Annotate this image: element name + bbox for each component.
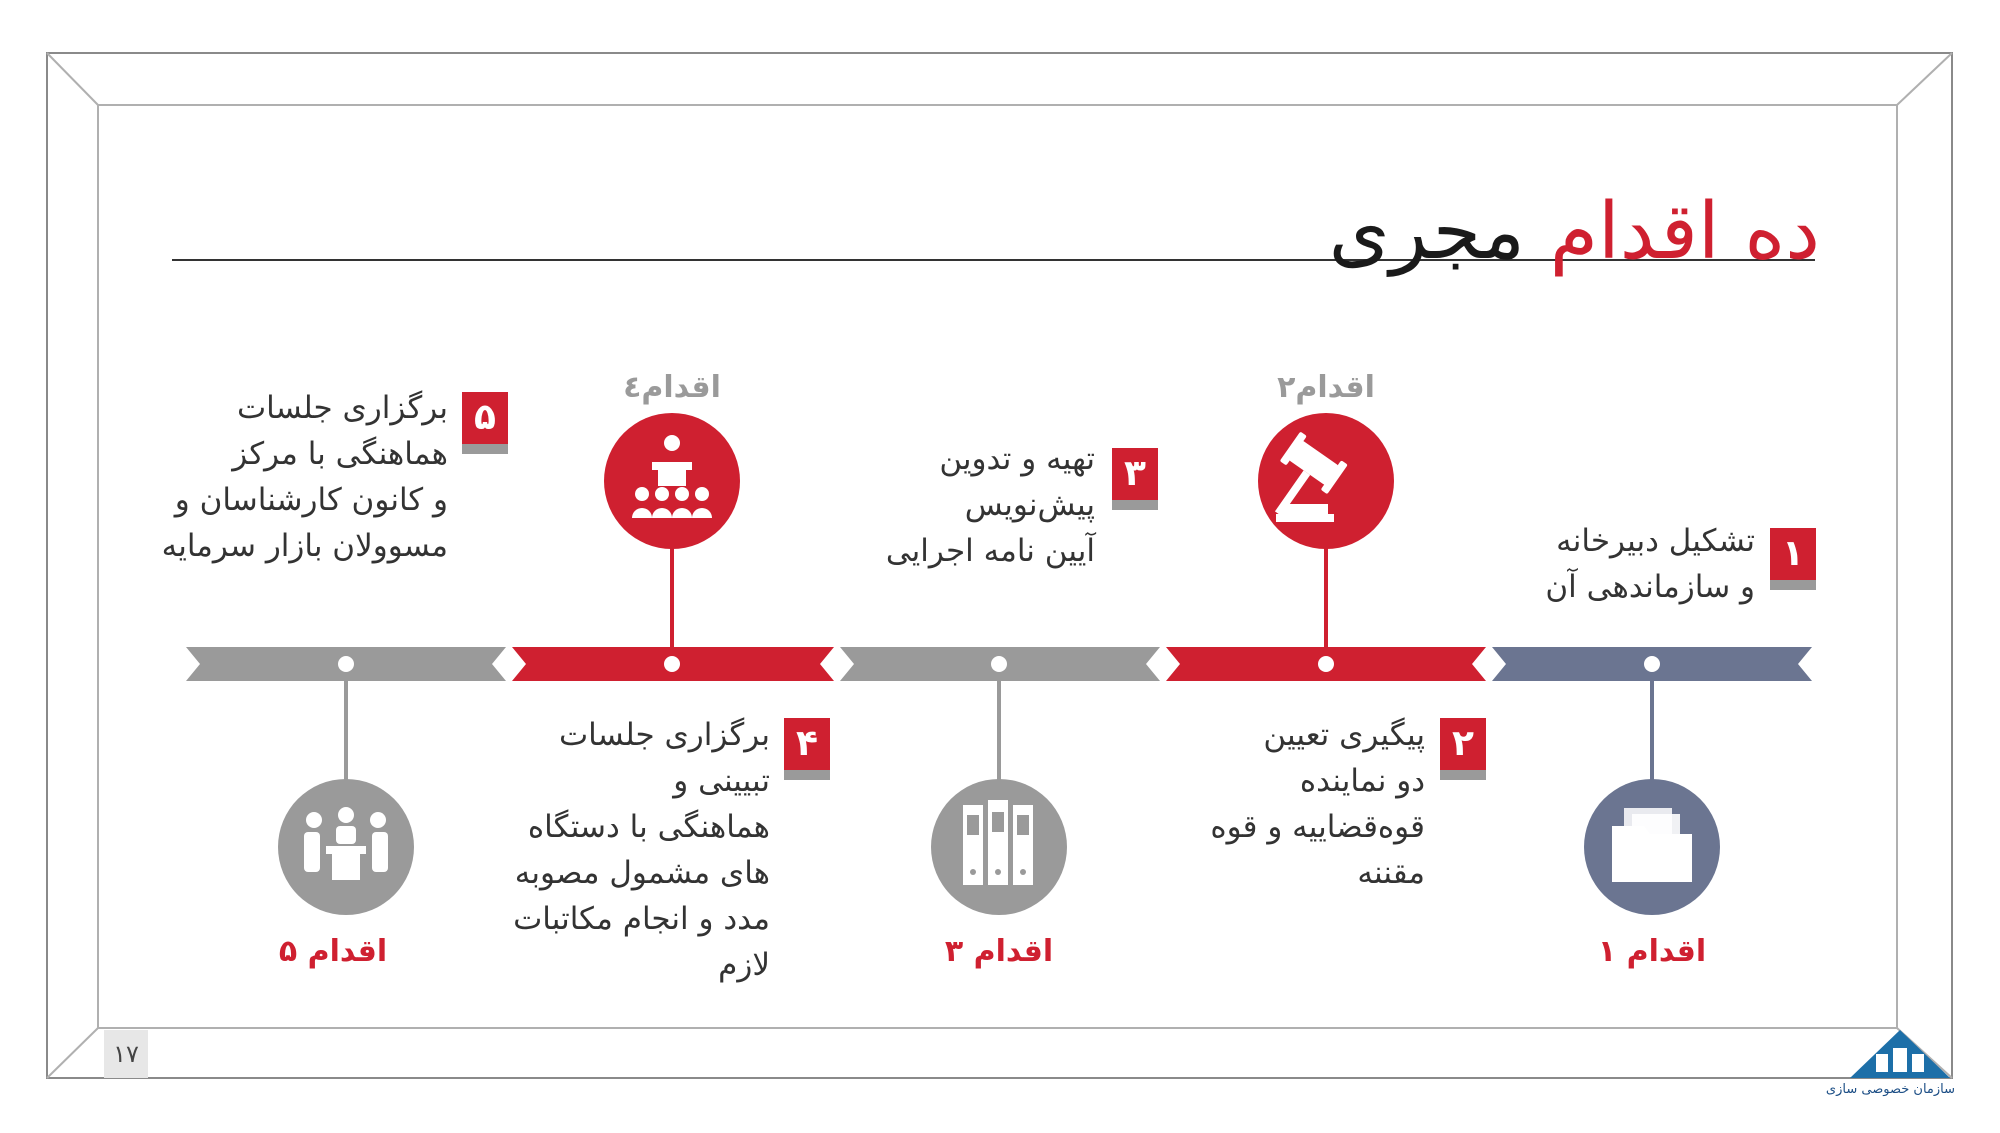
step-2-text-line: پیگیری تعیین <box>1263 717 1425 753</box>
step-3-number: ٣ <box>1112 448 1158 510</box>
step-3-text <box>790 436 1095 574</box>
timeline-dot-5 <box>338 656 354 672</box>
timeline-dot-4 <box>664 656 680 672</box>
step-5-text-line: برگزاری جلسات <box>236 390 448 426</box>
step-3-text-line: تهیه و تدوین <box>939 441 1095 477</box>
step-5-text-line: و کانون کارشناسان و <box>174 482 448 518</box>
step-2-text-line: مقننه <box>1357 855 1425 891</box>
meeting-table-icon <box>278 779 414 915</box>
step-2-text-line: دو نماینده <box>1299 763 1425 799</box>
step-4-label: اقدام٤ <box>623 370 721 405</box>
step-1-text-line: تشکیل دبیرخانه <box>1556 523 1755 559</box>
step-4-number: ۴ <box>784 718 830 780</box>
step-1-text <box>1445 518 1755 610</box>
step-3-label: اقدام ٣ <box>944 934 1054 969</box>
step-5-label: اقدام ۵ <box>278 934 388 969</box>
title-red: ده اقدام <box>1549 187 1820 277</box>
step-1-number: ١ <box>1770 528 1816 590</box>
step-2-label: اقدام٢ <box>1277 370 1375 405</box>
step-4-text-line: هماهنگی با دستگاه <box>527 809 770 845</box>
step-5-number: ۵ <box>462 392 508 454</box>
step-1-text-line: و سازماندهی آن <box>1545 569 1755 605</box>
step-4-text-line: برگزاری جلسات <box>558 717 770 753</box>
step-4-text <box>440 712 770 988</box>
step-2-text <box>1120 712 1425 896</box>
title-black: مجری <box>1328 187 1525 277</box>
timeline-dot-1 <box>1644 656 1660 672</box>
step-4-text-line: تبیینی و <box>673 763 770 799</box>
gavel-icon <box>1254 413 1394 549</box>
step-5-text-line: هماهنگی با مرکز <box>232 436 448 472</box>
step-4-text-line: مدد و انجام مکاتبات <box>513 901 770 937</box>
speaker-audience-icon <box>604 413 740 549</box>
step-4-text-line: های مشمول مصوبه <box>514 855 770 891</box>
step-2-text-line: قوه‌قضاییه و قوه <box>1210 809 1425 845</box>
step-5-text <box>150 385 448 569</box>
step-5-text-line: مسوولان بازار سرمایه <box>161 528 448 564</box>
logo-text: سازمان خصوصی سازی <box>1825 1082 1955 1097</box>
step-3-text-line: آیین نامه اجرایی <box>885 533 1095 569</box>
step-3-text-line: پیش‌نویس <box>964 487 1095 523</box>
step-1-label: اقدام ١ <box>1597 934 1707 969</box>
step-4-text-line: لازم <box>718 947 770 983</box>
timeline-dot-2 <box>1318 656 1334 672</box>
step-2-number: ٢ <box>1440 718 1486 780</box>
folder-icon <box>1584 779 1720 915</box>
binders-icon <box>931 779 1067 915</box>
page-number: ١٧ <box>104 1030 148 1078</box>
timeline-dot-3 <box>991 656 1007 672</box>
company-logo <box>1850 1030 1950 1078</box>
